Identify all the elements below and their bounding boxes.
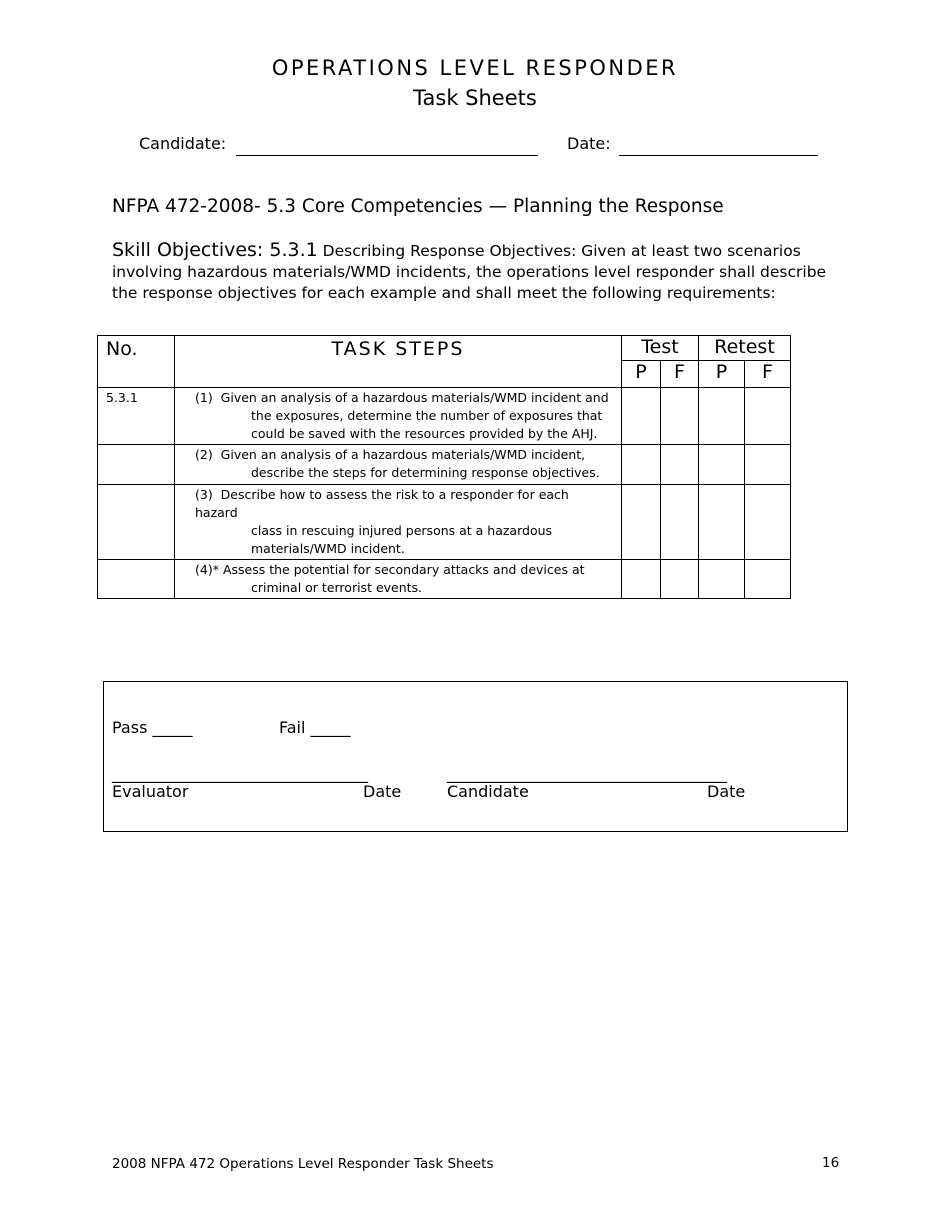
retest-fail-cell[interactable]: [745, 485, 791, 560]
section-heading: NFPA 472-2008- 5.3 Core Competencies — Planning the Response: [112, 196, 724, 217]
evaluator-date-label: Date: [363, 782, 402, 801]
table-row: [98, 560, 791, 599]
row-number: [98, 445, 175, 485]
step-text-first: Describe how to assess the risk to a responder for each hazard: [195, 487, 569, 520]
table-row: [98, 445, 791, 485]
candidate-label: Candidate:: [139, 134, 227, 153]
test-pass-header: P: [622, 361, 661, 388]
test-fail-cell[interactable]: [661, 388, 699, 445]
table-header-row: [98, 336, 791, 361]
col-retest-header: Retest: [699, 336, 791, 361]
row-number: 5.3.1: [98, 388, 175, 445]
table-row: [98, 485, 791, 560]
step-number: (2): [195, 447, 213, 462]
task-step: [175, 485, 622, 560]
step-text-rest: criminal or terrorist events.: [251, 580, 423, 595]
date-field[interactable]: [619, 155, 818, 156]
candidate-date-label: Date: [707, 782, 746, 801]
evaluator-label: Evaluator: [112, 782, 189, 801]
step-number: (4)*: [195, 562, 219, 577]
row-number: [98, 560, 175, 599]
test-fail-cell[interactable]: [661, 485, 699, 560]
page-number: 16: [822, 1155, 840, 1171]
pass-field[interactable]: Pass _____: [112, 718, 193, 737]
table-row: [98, 388, 791, 445]
col-test-header: Test: [622, 336, 699, 361]
test-fail-header: F: [661, 361, 699, 388]
retest-fail-cell[interactable]: [745, 445, 791, 485]
fail-field[interactable]: Fail _____: [279, 718, 351, 737]
col-no-header: No.: [98, 336, 175, 388]
retest-fail-cell[interactable]: [745, 560, 791, 599]
row-number: [98, 485, 175, 560]
task-step: [175, 388, 622, 445]
retest-pass-cell[interactable]: [699, 560, 745, 599]
step-text-rest: the exposures, determine the number of exposures that could be saved with the resources provided by the AHJ.: [251, 408, 603, 441]
test-fail-cell[interactable]: [661, 560, 699, 599]
page-subtitle: Task Sheets: [413, 86, 537, 110]
retest-fail-header: F: [745, 361, 791, 388]
test-pass-cell[interactable]: [622, 445, 661, 485]
evaluator-signature-line[interactable]: ________________________________: [112, 764, 368, 783]
footer-text: 2008 NFPA 472 Operations Level Responder Task Sheets: [112, 1156, 494, 1172]
step-text-rest: describe the steps for determining response objectives.: [251, 465, 600, 480]
task-step: [175, 560, 622, 599]
skill-objectives-text: Describing Response Objectives: Given at least two scenarios involving hazardous materials/WMD incidents, the operations level responder shall describe the response objectives for each example and shall meet the following requirements:: [112, 242, 827, 302]
date-label: Date:: [567, 134, 611, 153]
step-text-first: Assess the potential for secondary attacks and devices at: [222, 562, 585, 577]
test-pass-cell[interactable]: [622, 560, 661, 599]
retest-pass-cell[interactable]: [699, 388, 745, 445]
task-table: [97, 335, 791, 599]
signoff-box: [103, 681, 848, 832]
retest-fail-cell[interactable]: [745, 388, 791, 445]
candidate-label-signoff: Candidate: [447, 782, 529, 801]
page-title: OPERATIONS LEVEL RESPONDER: [271, 56, 679, 80]
col-steps-header: TASK STEPS: [175, 336, 622, 388]
candidate-field[interactable]: [236, 155, 538, 156]
candidate-signature-line[interactable]: ___________________________________: [447, 764, 727, 783]
step-text-first: Given an analysis of a hazardous materials/WMD incident,: [220, 447, 586, 462]
skill-objectives-lead: Skill Objectives: 5.3.1: [112, 239, 318, 261]
test-fail-cell[interactable]: [661, 445, 699, 485]
step-number: (1): [195, 390, 213, 405]
step-number: (3): [195, 487, 213, 502]
step-text-rest: class in rescuing injured persons at a hazardous materials/WMD incident.: [251, 523, 553, 556]
retest-pass-header: P: [699, 361, 745, 388]
task-step: [175, 445, 622, 485]
test-pass-cell[interactable]: [622, 485, 661, 560]
skill-objectives: [112, 240, 842, 304]
step-text-first: Given an analysis of a hazardous materials/WMD incident and: [220, 390, 609, 405]
test-pass-cell[interactable]: [622, 388, 661, 445]
retest-pass-cell[interactable]: [699, 485, 745, 560]
retest-pass-cell[interactable]: [699, 445, 745, 485]
